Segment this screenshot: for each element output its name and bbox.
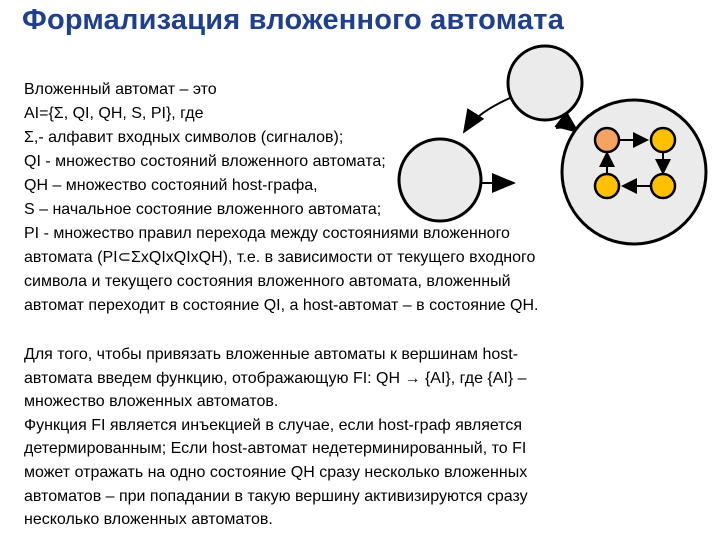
text-line: детермированным; Если host-автомат недетерминированный, то FI xyxy=(24,440,527,458)
text-line: множество вложенных автоматов. xyxy=(24,393,279,411)
text-line: QH – множество состояний host-графа, xyxy=(24,177,318,194)
text-line: S – начальное состояние вложенного автомата; xyxy=(24,201,382,218)
text-line: AI={Σ, QI, QH, S, PI}, где xyxy=(24,105,204,122)
text-line: автомата (PI⊂ΣxQIxQIxQH), т.е. в зависимости от текущего входного xyxy=(24,249,536,266)
definition-paragraph xyxy=(24,78,538,318)
text-line: символа и текущего состояния вложенного автомата, вложенный xyxy=(24,273,511,290)
page-title: Формализация вложенного автомата xyxy=(22,4,565,36)
text-line: Функция FI является инъекцией в случае, если host-граф является xyxy=(24,416,523,434)
text-line: автомата введем функцию, отображающую FI: QH → {AI}, где {AI} – xyxy=(24,369,527,387)
text-line: автоматов – при попадании в такую вершину активизируются сразу xyxy=(24,487,528,505)
text-line: Для того, чтобы привязать вложенные автоматы к вершинам host- xyxy=(24,346,519,363)
text-line: несколько вложенных автоматов. xyxy=(24,511,273,529)
nested-node-start xyxy=(595,128,619,152)
text-line: может отражать на одно состояние QH сразу несколько вложенных xyxy=(24,463,528,481)
text-line: PI - множество правил перехода между состояниями вложенного xyxy=(24,225,510,242)
function-paragraph xyxy=(24,343,528,532)
host-node-right xyxy=(562,100,706,244)
nested-node xyxy=(651,174,675,198)
text-line: Вложенный автомат – это xyxy=(24,81,217,98)
nested-node xyxy=(651,128,675,152)
text-line: Σ,- алфавит входных символов (сигналов); xyxy=(24,129,344,146)
text-line: QI - множество состояний вложенного автомата; xyxy=(24,153,386,170)
nested-node xyxy=(595,174,619,198)
text-line: автомат переходит в состояние QI, а host-автомат – в состояние QH. xyxy=(24,297,539,314)
